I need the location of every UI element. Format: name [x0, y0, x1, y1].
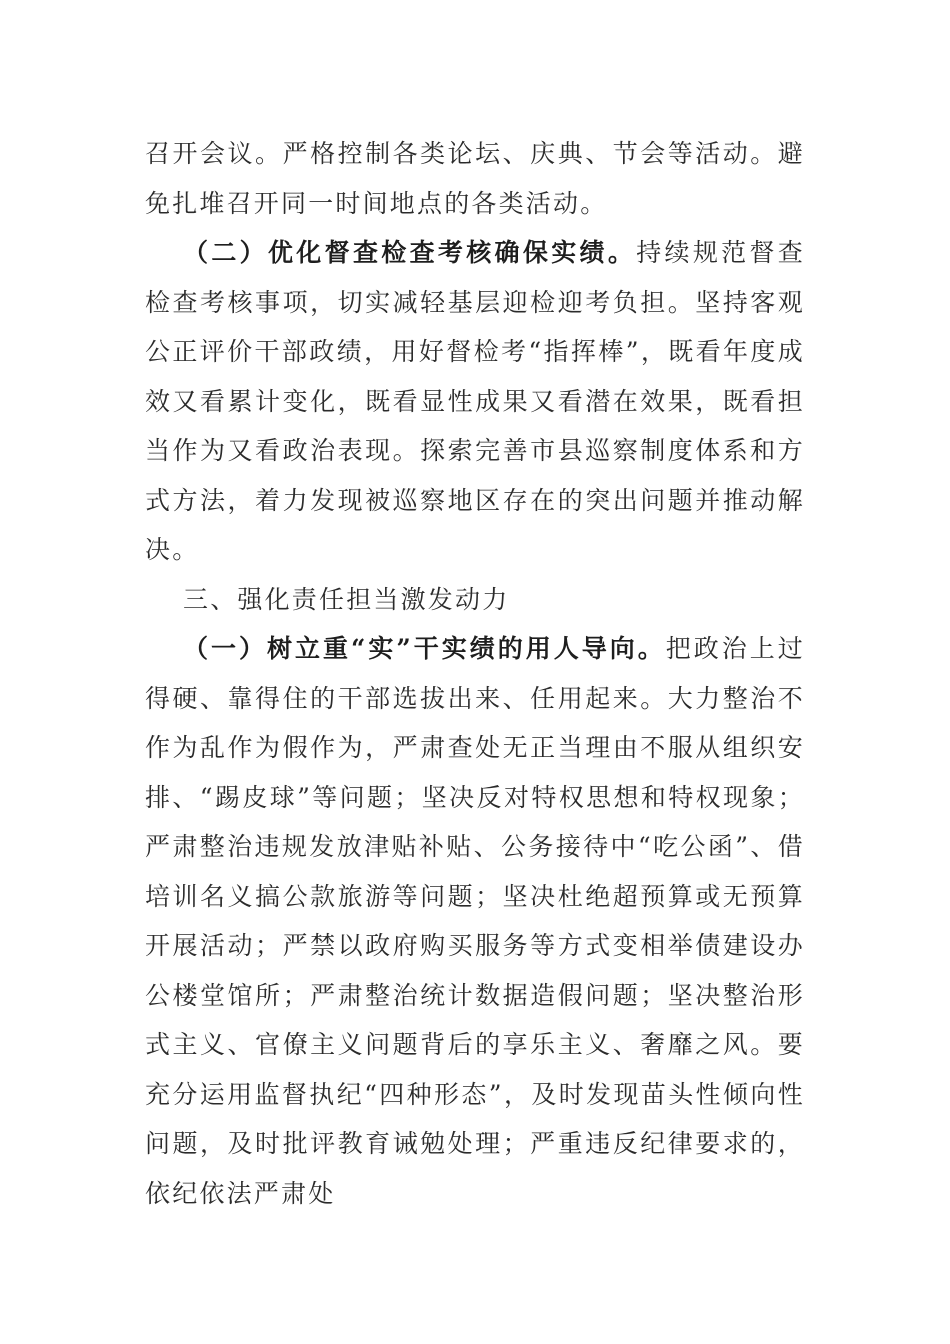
paragraph-supervision	[145, 228, 805, 575]
document-body	[145, 129, 805, 1218]
subsection-heading-1: （一）树立重“实”干实绩的用人导向。	[183, 634, 666, 663]
paragraph-employment	[145, 624, 805, 1218]
section-title-text: 三、强化责任担当激发动力	[183, 584, 510, 614]
paragraph-text: 持续规范督查检查考核事项，切实减轻基层迎检迎考负担。坚持客观公正评价干部政绩，用好督检考“指挥棒”，既看年度成效又看累计变化，既看显性成果又看潜在效果，既看担当作为又看政治表现。探索完善市县巡察制度体系和方式方法，着力发现被巡察地区存在的突出问题并推动解决。	[145, 238, 806, 564]
paragraph-text: 把政治上过得硬、靠得住的干部选拔出来、任用起来。大力整治不作为乱作为假作为，严肃查处无正当理由不服从组织安排、“踢皮球”等问题；坚决反对特权思想和特权现象；严肃整治违规发放津贴补贴、公务接待中“吃公函”、借培训名义搞公款旅游等问题；坚决杜绝超预算或无预算开展活动；严禁以政府购买服务等方式变相举债建设办公楼堂馆所；严肃整治统计数据造假问题；坚决整治形式主义、官僚主义问题背后的享乐主义、奢靡之风。要充分运用监督执纪“四种形态”，及时发现苗头性倾向性问题，及时批评教育诫勉处理；严重违反纪律要求的，依纪依法严肃处	[145, 634, 805, 1208]
section-title-3	[145, 575, 805, 625]
subsection-heading-2: （二）优化督查检查考核确保实绩。	[183, 238, 637, 267]
paragraph-text: 召开会议。严格控制各类论坛、庆典、节会等活动。避免扎堆召开同一时间地点的各类活动。	[145, 139, 805, 218]
paragraph-continuation	[145, 129, 805, 228]
